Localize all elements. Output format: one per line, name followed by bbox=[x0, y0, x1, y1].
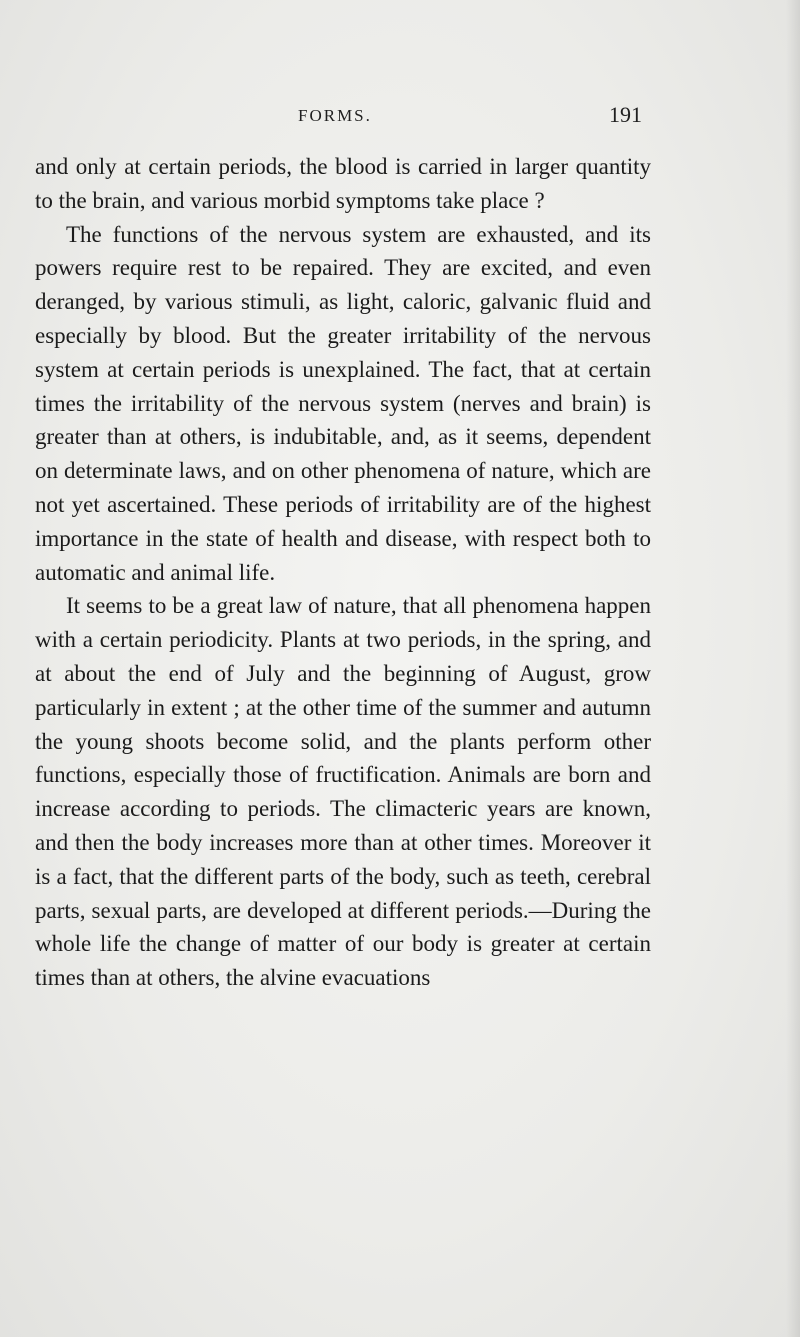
paragraph-continued: and only at certain periods, the blood is carried in larger quantity to the brain, and various morbid symptoms take place ? bbox=[35, 154, 651, 213]
paragraph-periodicity: It seems to be a great law of nature, that all phenomena happen with a certain periodicity. Plants at two periods, in the spring, and at about the end of July and the beginning of August, grow particularly in extent ; at the other time of the summer and autumn the young shoots become solid, and the plants perform other functions, especially those of fructification. Animals are born and increase according to periods. The climacteric years are known, and then the body increases more than at other times. Moreover it is a fact, that the different parts of the body, such as teeth, cerebral parts, sexual parts, are developed at different periods.—During the whole life the change of matter of our body is greater at certain times than at others, the alvine evacuations bbox=[35, 593, 651, 991]
paragraph-nervous-system: The functions of the nervous system are exhausted, and its powers require rest to be repaired. They are excited, and even deranged, by various stimuli, as light, caloric, galvanic fluid and especially by blood. But the greater irritability of the nervous system at certain periods is unexplained. The fact, that at certain times the irritability of the nervous system (nerves and brain) is greater than at others, is indubitable, and, as it seems, dependent on determinate laws, and on other phenomena of nature, which are not yet ascertained. These periods of irritability are of the highest importance in the state of health and disease, with respect both to automatic and animal life. bbox=[35, 221, 651, 585]
page-number: 191 bbox=[609, 102, 642, 127]
body-text bbox=[35, 150, 651, 995]
page-edge-shadow bbox=[786, 0, 800, 1337]
running-title: FORMS. bbox=[298, 106, 372, 125]
running-head bbox=[36, 100, 642, 130]
